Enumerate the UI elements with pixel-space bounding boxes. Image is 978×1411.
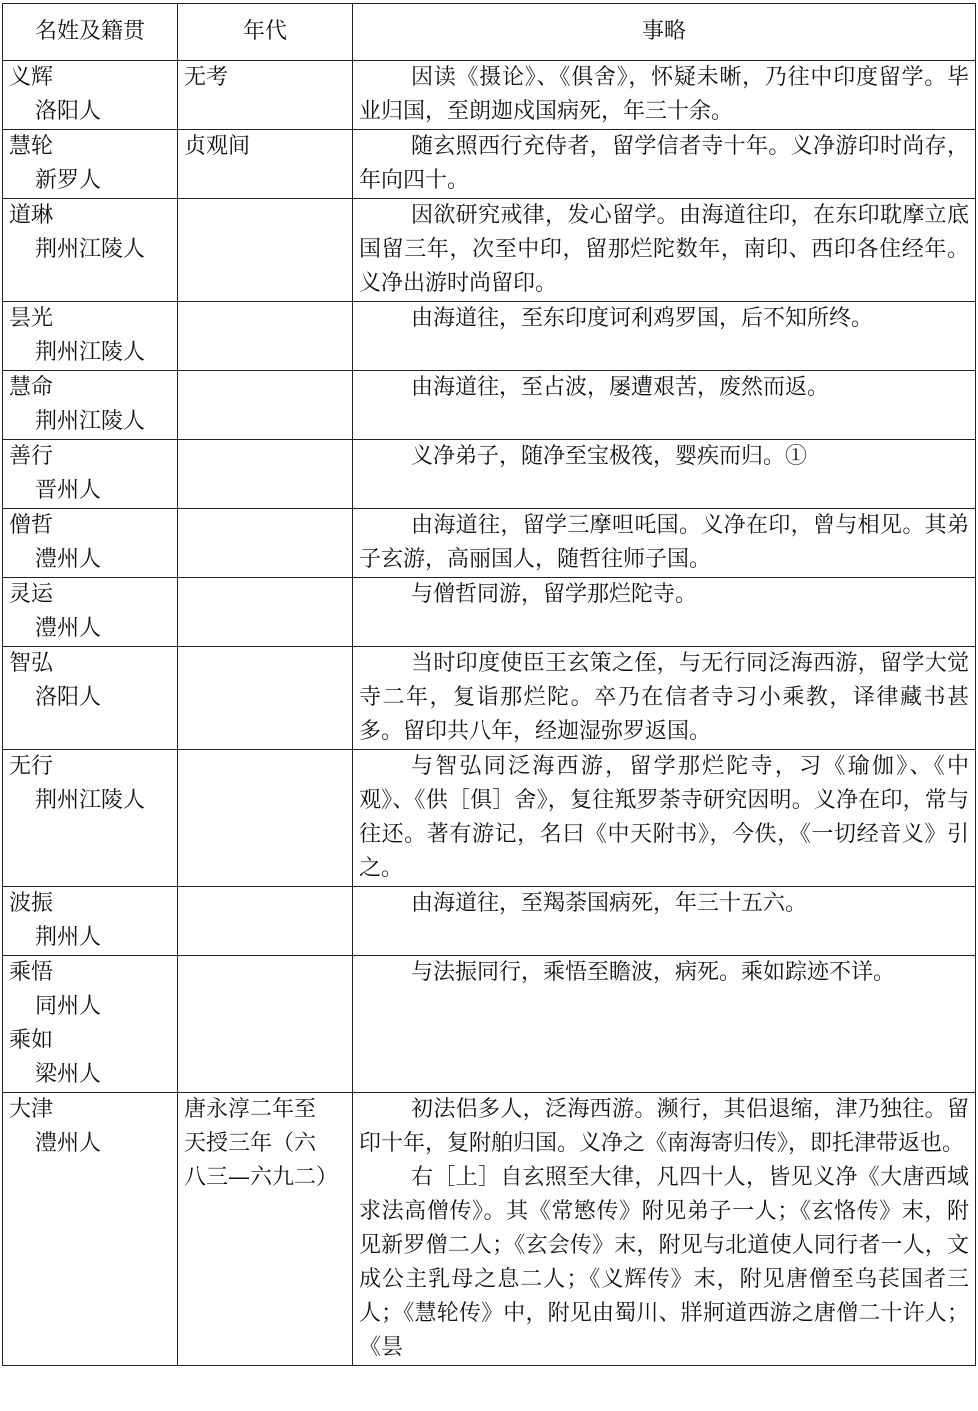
summary-paragraph: 随玄照西行充侍者，留学信者寺十年。义净游印时尚存，年向四十。	[359, 134, 969, 193]
era-cell	[178, 887, 353, 956]
person-name: 昙光	[9, 306, 54, 331]
person-origin: 新罗人	[35, 168, 102, 193]
person-origin: 洛阳人	[35, 685, 102, 710]
person-name: 灵运	[9, 582, 54, 607]
summary-cell	[353, 956, 976, 1093]
era-cell	[178, 371, 353, 440]
summary-cell	[353, 1093, 976, 1366]
person-origin: 梁州人	[35, 1062, 102, 1087]
era-cell	[178, 440, 353, 509]
table-row	[3, 199, 976, 302]
summary-cell	[353, 371, 976, 440]
summary-paragraph: 与智弘同泛海西游，留学那烂陀寺，习《瑜伽》、《中观》、《供［俱］舍》，复往羝罗荼寺研究因明。义净在印，常与往还。著有游记，名曰《中天附书》，今佚，《一切经音义》引之。	[359, 754, 969, 881]
table-row	[3, 750, 976, 887]
summary-paragraph: 由海道往，至占波，屡遭艰苦，废然而返。	[411, 375, 830, 400]
person-name: 乘悟	[9, 960, 54, 985]
era-cell	[178, 647, 353, 750]
name-origin-cell	[3, 61, 178, 130]
person-origin: 澧州人	[35, 616, 102, 641]
summary-cell	[353, 440, 976, 509]
table-row	[3, 578, 976, 647]
person-name: 僧哲	[9, 513, 54, 538]
table-row	[3, 371, 976, 440]
era-text: 无考	[184, 65, 229, 90]
name-origin-cell	[3, 302, 178, 371]
summary-paragraph: 由海道往，至羯荼国病死，年三十五六。	[411, 891, 808, 916]
summary-cell	[353, 509, 976, 578]
name-origin-cell	[3, 199, 178, 302]
summary-paragraph: 由海道往，至东印度诃利鸡罗国，后不知所终。	[411, 306, 874, 331]
person-name: 慧轮	[9, 134, 54, 159]
era-cell	[178, 1093, 353, 1366]
summary-cell	[353, 199, 976, 302]
era-cell	[178, 302, 353, 371]
name-origin-cell	[3, 647, 178, 750]
person-name: 道琳	[9, 203, 54, 228]
header-summary: 事略	[353, 4, 976, 61]
person-name: 智弘	[9, 651, 54, 676]
summary-paragraph: 因读《摄论》、《俱舍》，怀疑未晰，乃往中印度留学。毕业归国，至朗迦戍国病死，年三十余。	[359, 65, 969, 124]
person-name: 乘如	[9, 1028, 54, 1053]
name-origin-cell	[3, 509, 178, 578]
name-origin-cell	[3, 371, 178, 440]
person-origin: 澧州人	[35, 1131, 102, 1156]
summary-paragraph: 因欲研究戒律，发心留学。由海道往印，在东印耽摩立底国留三年，次至中印，留那烂陀数年，南印、西印各住经年。义净出游时尚留印。	[359, 203, 969, 296]
person-origin: 荆州人	[35, 925, 102, 950]
table-row	[3, 61, 976, 130]
summary-paragraph: 当时印度使臣王玄策之侄，与无行同泛海西游，留学大觉寺二年，复诣那烂陀。卒乃在信者寺习小乘教，译律藏书甚多。留印共八年，经迦湿弥罗返国。	[359, 651, 969, 744]
name-origin-cell	[3, 750, 178, 887]
name-origin-cell	[3, 578, 178, 647]
summary-cell	[353, 578, 976, 647]
person-origin: 荆州江陵人	[35, 788, 146, 813]
table-row	[3, 440, 976, 509]
summary-paragraph: 初法侣多人，泛海西游。濒行，其侣退缩，津乃独往。留印十年，复附舶归国。义净之《南海寄归传》，即托津带返也。	[359, 1097, 969, 1156]
person-origin: 荆州江陵人	[35, 409, 146, 434]
person-name: 义辉	[9, 65, 54, 90]
person-origin: 同州人	[35, 994, 102, 1019]
summary-paragraph: 右［上］自玄照至大律，凡四十人，皆见义净《大唐西域求法高僧传》。其《常慜传》附见弟子一人；《玄恪传》末，附见新罗僧二人；《玄会传》末，附见与北道使人同行者一人，文成公主乳母之息二人；《义辉传》末，附见唐僧至乌苌国者三人；《慧轮传》中，附见由蜀川、牂牁道西游之唐僧二十许人；《昙	[359, 1165, 969, 1360]
table-row	[3, 956, 976, 1093]
name-origin-cell	[3, 1093, 178, 1366]
person-origin: 洛阳人	[35, 99, 102, 124]
person-name: 大津	[9, 1097, 54, 1122]
table-row	[3, 130, 976, 199]
summary-cell	[353, 887, 976, 956]
era-text: 天授三年（六	[184, 1131, 317, 1156]
header-era: 年代	[178, 4, 353, 61]
table-row	[3, 647, 976, 750]
table-row	[3, 1093, 976, 1366]
person-origin: 荆州江陵人	[35, 340, 146, 365]
era-text: 唐永淳二年至	[184, 1097, 317, 1122]
era-cell	[178, 578, 353, 647]
summary-paragraph: 与僧哲同游，留学那烂陀寺。	[411, 582, 698, 607]
summary-cell	[353, 61, 976, 130]
era-text: 贞观间	[184, 134, 251, 159]
summary-paragraph: 由海道往，留学三摩呾吒国。义净在印，曾与相见。其弟子玄游，高丽国人，随哲往师子国。	[359, 513, 969, 572]
summary-cell	[353, 302, 976, 371]
person-name: 慧命	[9, 375, 54, 400]
person-name: 波振	[9, 891, 54, 916]
era-cell	[178, 956, 353, 1093]
era-cell	[178, 199, 353, 302]
era-cell	[178, 61, 353, 130]
header-name-origin: 名姓及籍贯	[3, 4, 178, 61]
era-cell	[178, 130, 353, 199]
table-row	[3, 887, 976, 956]
header-row	[3, 4, 976, 61]
summary-cell	[353, 647, 976, 750]
monk-table	[2, 3, 976, 1366]
person-origin: 晋州人	[35, 478, 102, 503]
era-text: 八三—六九二）	[184, 1165, 339, 1190]
summary-paragraph: 义净弟子，随净至宝极筏，婴疾而归。①	[411, 444, 808, 469]
person-origin: 荆州江陵人	[35, 237, 146, 262]
name-origin-cell	[3, 887, 178, 956]
person-name: 无行	[9, 754, 54, 779]
table-row	[3, 302, 976, 371]
summary-cell	[353, 130, 976, 199]
name-origin-cell	[3, 440, 178, 509]
person-name: 善行	[9, 444, 54, 469]
era-cell	[178, 750, 353, 887]
era-cell	[178, 509, 353, 578]
summary-paragraph: 与法振同行，乘悟至瞻波，病死。乘如踪迹不详。	[411, 960, 896, 985]
table-row	[3, 509, 976, 578]
name-origin-cell	[3, 956, 178, 1093]
summary-cell	[353, 750, 976, 887]
person-origin: 澧州人	[35, 547, 102, 572]
name-origin-cell	[3, 130, 178, 199]
table-body	[3, 61, 976, 1366]
